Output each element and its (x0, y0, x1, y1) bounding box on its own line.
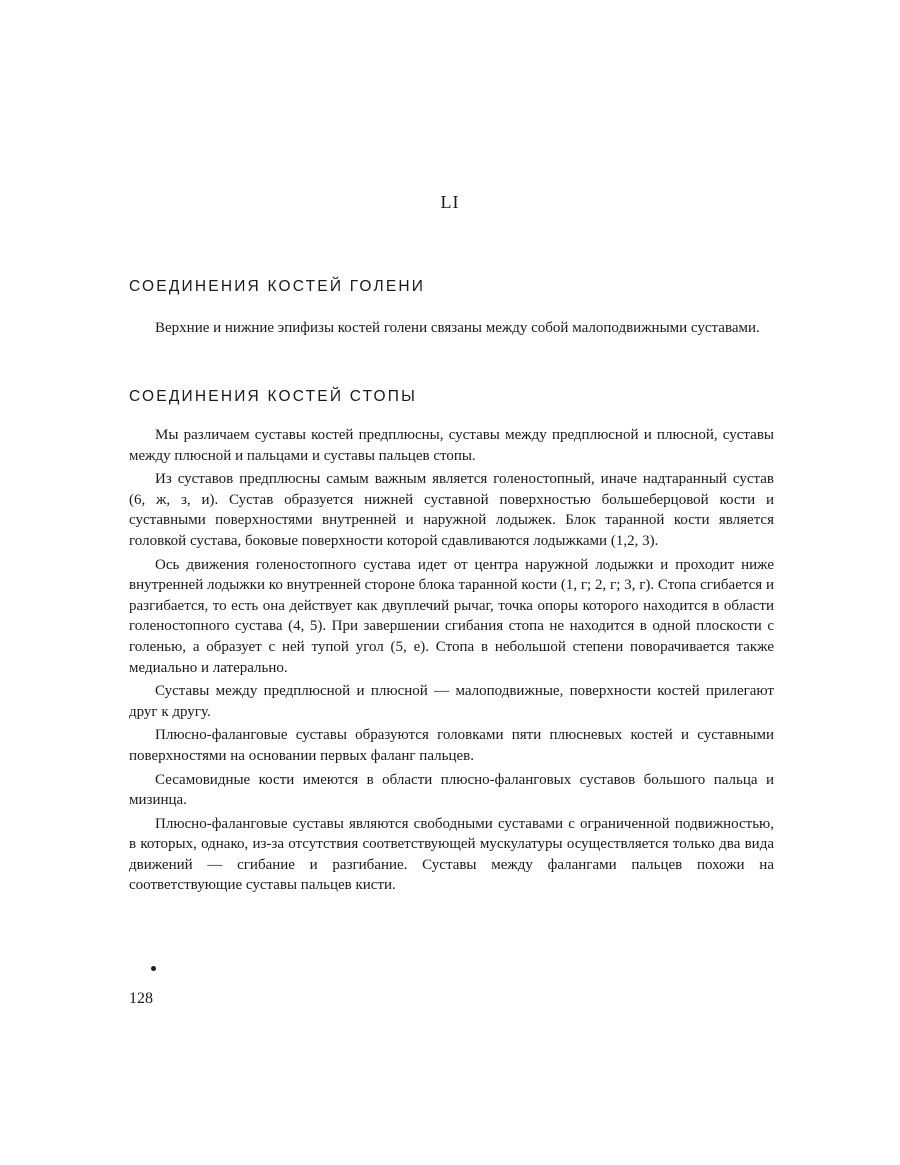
paragraph: Плюсно-фаланговые суставы являются свободными суставами с ограниченной подвижностью, в которых, однако, из-за отсутствия соответствующей мускулатуры осуществляется только два вида движений — сгибание и разгибание. Суставы между фалангами пальцев похожи на соответствующие суставы пальцев кисти. (129, 815, 774, 894)
paragraph: Из суставов предплюсны самым важным является голеностопный, иначе надтаранный сустав (6, ж, з, и). Сустав образуется нижней суставной поверхностью большеберцовой кости и суставными поверхностями внутренней и наружной лодыжек. Блок таранной кости является головкой сустава, боковые поверхности которой сдавливаются лодыжками (1,2, 3). (129, 471, 774, 549)
paragraph: Суставы между предплюсной и плюсной — малоподвижные, поверхности костей прилегают друг к другу. (129, 683, 774, 720)
paragraph: Ось движения голеностопного сустава идет от центра наружной лодыжки и проходит ниже внутренней лодыжки ко внутренней стороне блока таранной кости (1, г; 2, г; 3, г). Стопа сгибается и разгибается, то есть она действует как двуплечий рычаг, точка опоры которого находится в области голеностопного сустава (4, 5). При завершении сгибания стопа не находится в одной плоскости с голенью, а образует с ней тупой угол (5, е). Стопа в небольшой степени поворачивается также медиально и латерально. (129, 556, 774, 676)
print-mark-dot (151, 966, 156, 971)
paragraph: Плюсно-фаланговые суставы образуются головками пяти плюсневых костей и суставными поверхностями на основании первых фаланг пальцев. (129, 727, 774, 764)
section-heading-shin-joints: СОЕДИНЕНИЯ КОСТЕЙ ГОЛЕНИ (129, 278, 426, 295)
section-body-shin-joints (129, 318, 774, 342)
paragraph: Верхние и нижние эпифизы костей голени связаны между собой малоподвижными суставами. (155, 320, 760, 336)
chapter-number: LI (440, 192, 460, 212)
paragraph: Мы различаем суставы костей предплюсны, суставы между предплюсной и плюсной, суставы между плюсной и пальцами и суставы пальцев стопы. (129, 427, 774, 464)
page-number: 128 (129, 990, 153, 1007)
section-body-foot-joints (129, 425, 774, 899)
section-heading-foot-joints: СОЕДИНЕНИЯ КОСТЕЙ СТОПЫ (129, 388, 418, 405)
paragraph: Сесамовидные кости имеются в области плюсно-фаланговых суставов большого пальца и мизинца. (129, 771, 774, 809)
